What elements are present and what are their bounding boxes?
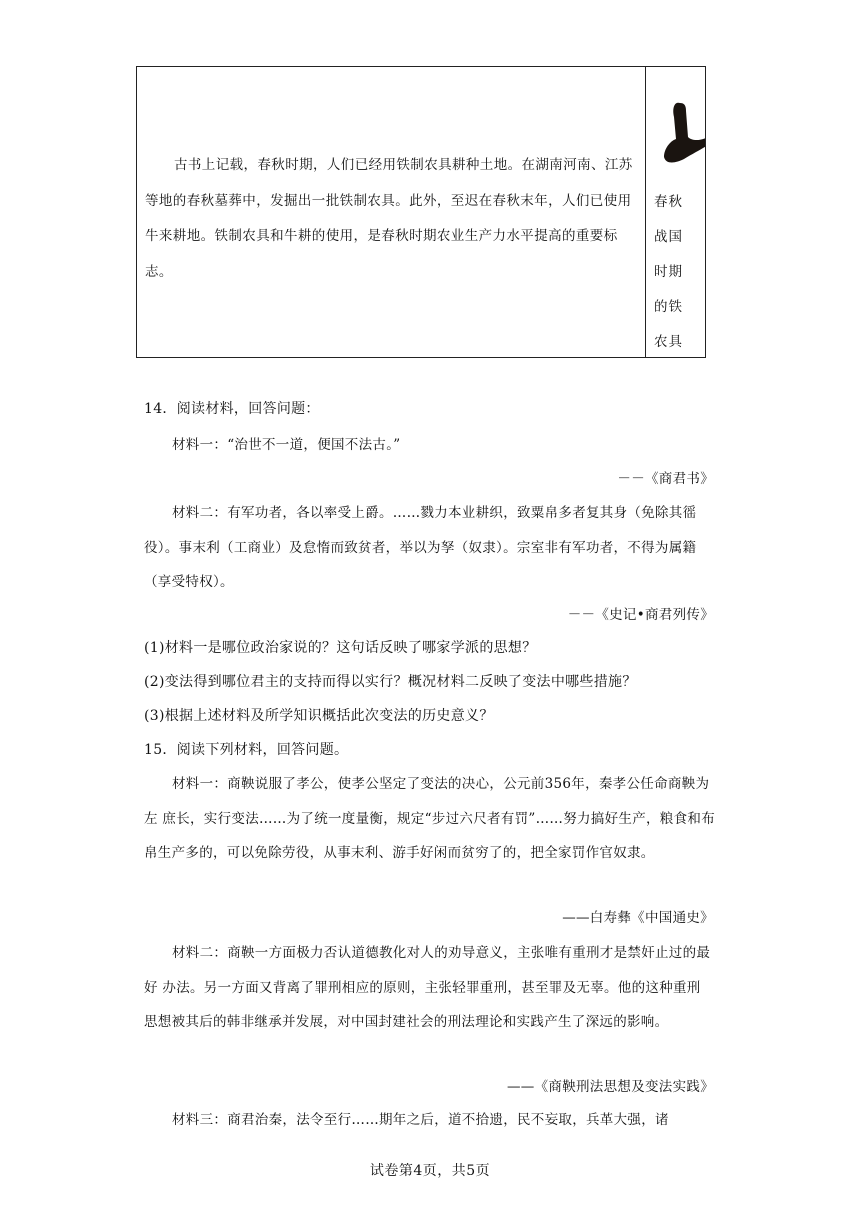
q14-material-2-source: －－《史记•商君列传》 — [567, 607, 714, 623]
q15-material-3: 材料三：商君治秦，法令至行……期年之后，道不拾遗，民不妄取，兵革大强，诸 — [172, 1112, 669, 1128]
page-footer: 试卷第4页，共5页 — [369, 1163, 491, 1179]
caption-line: 的铁 — [654, 299, 683, 315]
table-paragraph: 古书上记载，春秋时期，人们已经用铁制农具耕种土地。在湖南河南、江苏等地的春秋墓葬中，发掘出一批铁制农具。此外，至迟在春秋末年，人们已使用牛来耕地。铁制农具和牛耕的使用，是春秋时期农业生产力水平提高的重要标志。 — [145, 157, 633, 280]
table-caption — [654, 185, 700, 357]
caption-line: 战国 — [654, 229, 683, 245]
table-image-cell — [646, 67, 705, 357]
q14-material-1: 材料一：“治世不一道，便国不法古。” — [172, 437, 401, 453]
material-table — [136, 66, 706, 358]
q14-subquestion-3: (3)根据上述材料及所学知识概括此次变法的历史意义？ — [144, 708, 494, 724]
q14-subquestion-1: (1)材料一是哪位政治家说的？这句话反映了哪家学派的思想？ — [144, 640, 537, 656]
q15-material-1-source: ——白寿彝《中国通史》 — [562, 910, 714, 926]
iron-tool-image — [652, 81, 705, 185]
q15-material-2: 材料二：商鞅一方面极力否认道德教化对人的劝导意义，主张唯有重刑才是禁奸止过的最好 办法。另一方面又背离了罪刑相应的原则，主张轻罪重刑，甚至罪及无辜。他的这种重刑 思想被其后的韩非继承并发展，对中国封建社会的刑法理论和实践产生了深远的影响。 — [144, 945, 711, 1030]
q14-subquestion-2: (2)变法得到哪位君主的支持而得以实行？概况材料二反映了变法中哪些措施？ — [144, 674, 637, 690]
q14-material-2: 材料二：有军功者，各以率受上爵。……戮力本业耕织，致粟帛多者复其身（免除其徭役）。事末利（工商业）及怠惰而致贫者，举以为孥（奴隶）。宗室非有军功者，不得为属籍（享受特权）。 — [144, 505, 697, 590]
caption-line: 春秋 — [654, 194, 683, 210]
q15-material-2-source: ——《商鞅刑法思想及变法实践》 — [507, 1079, 714, 1095]
q15-stem: 15．阅读下列材料，回答问题。 — [144, 742, 349, 758]
q14-stem: 14．阅读材料，回答问题： — [144, 401, 320, 417]
q14-material-1-source: －－《商君书》 — [617, 471, 714, 487]
caption-line: 时期 — [654, 264, 683, 280]
caption-line: 农具 — [654, 334, 683, 350]
q15-material-1: 材料一：商鞅说服了孝公，使孝公坚定了变法的决心，公元前356年，秦孝公任命商鞅为左 庶长，实行变法……为了统一度量衡，规定“步过六尺者有罚”……努力搞好生产，粮食和布帛生产多的，可以免除劳役，从事末利、游手好闲而贫穷了的，把全家罚作官奴隶。 — [144, 776, 715, 861]
table-text-cell — [137, 67, 646, 357]
